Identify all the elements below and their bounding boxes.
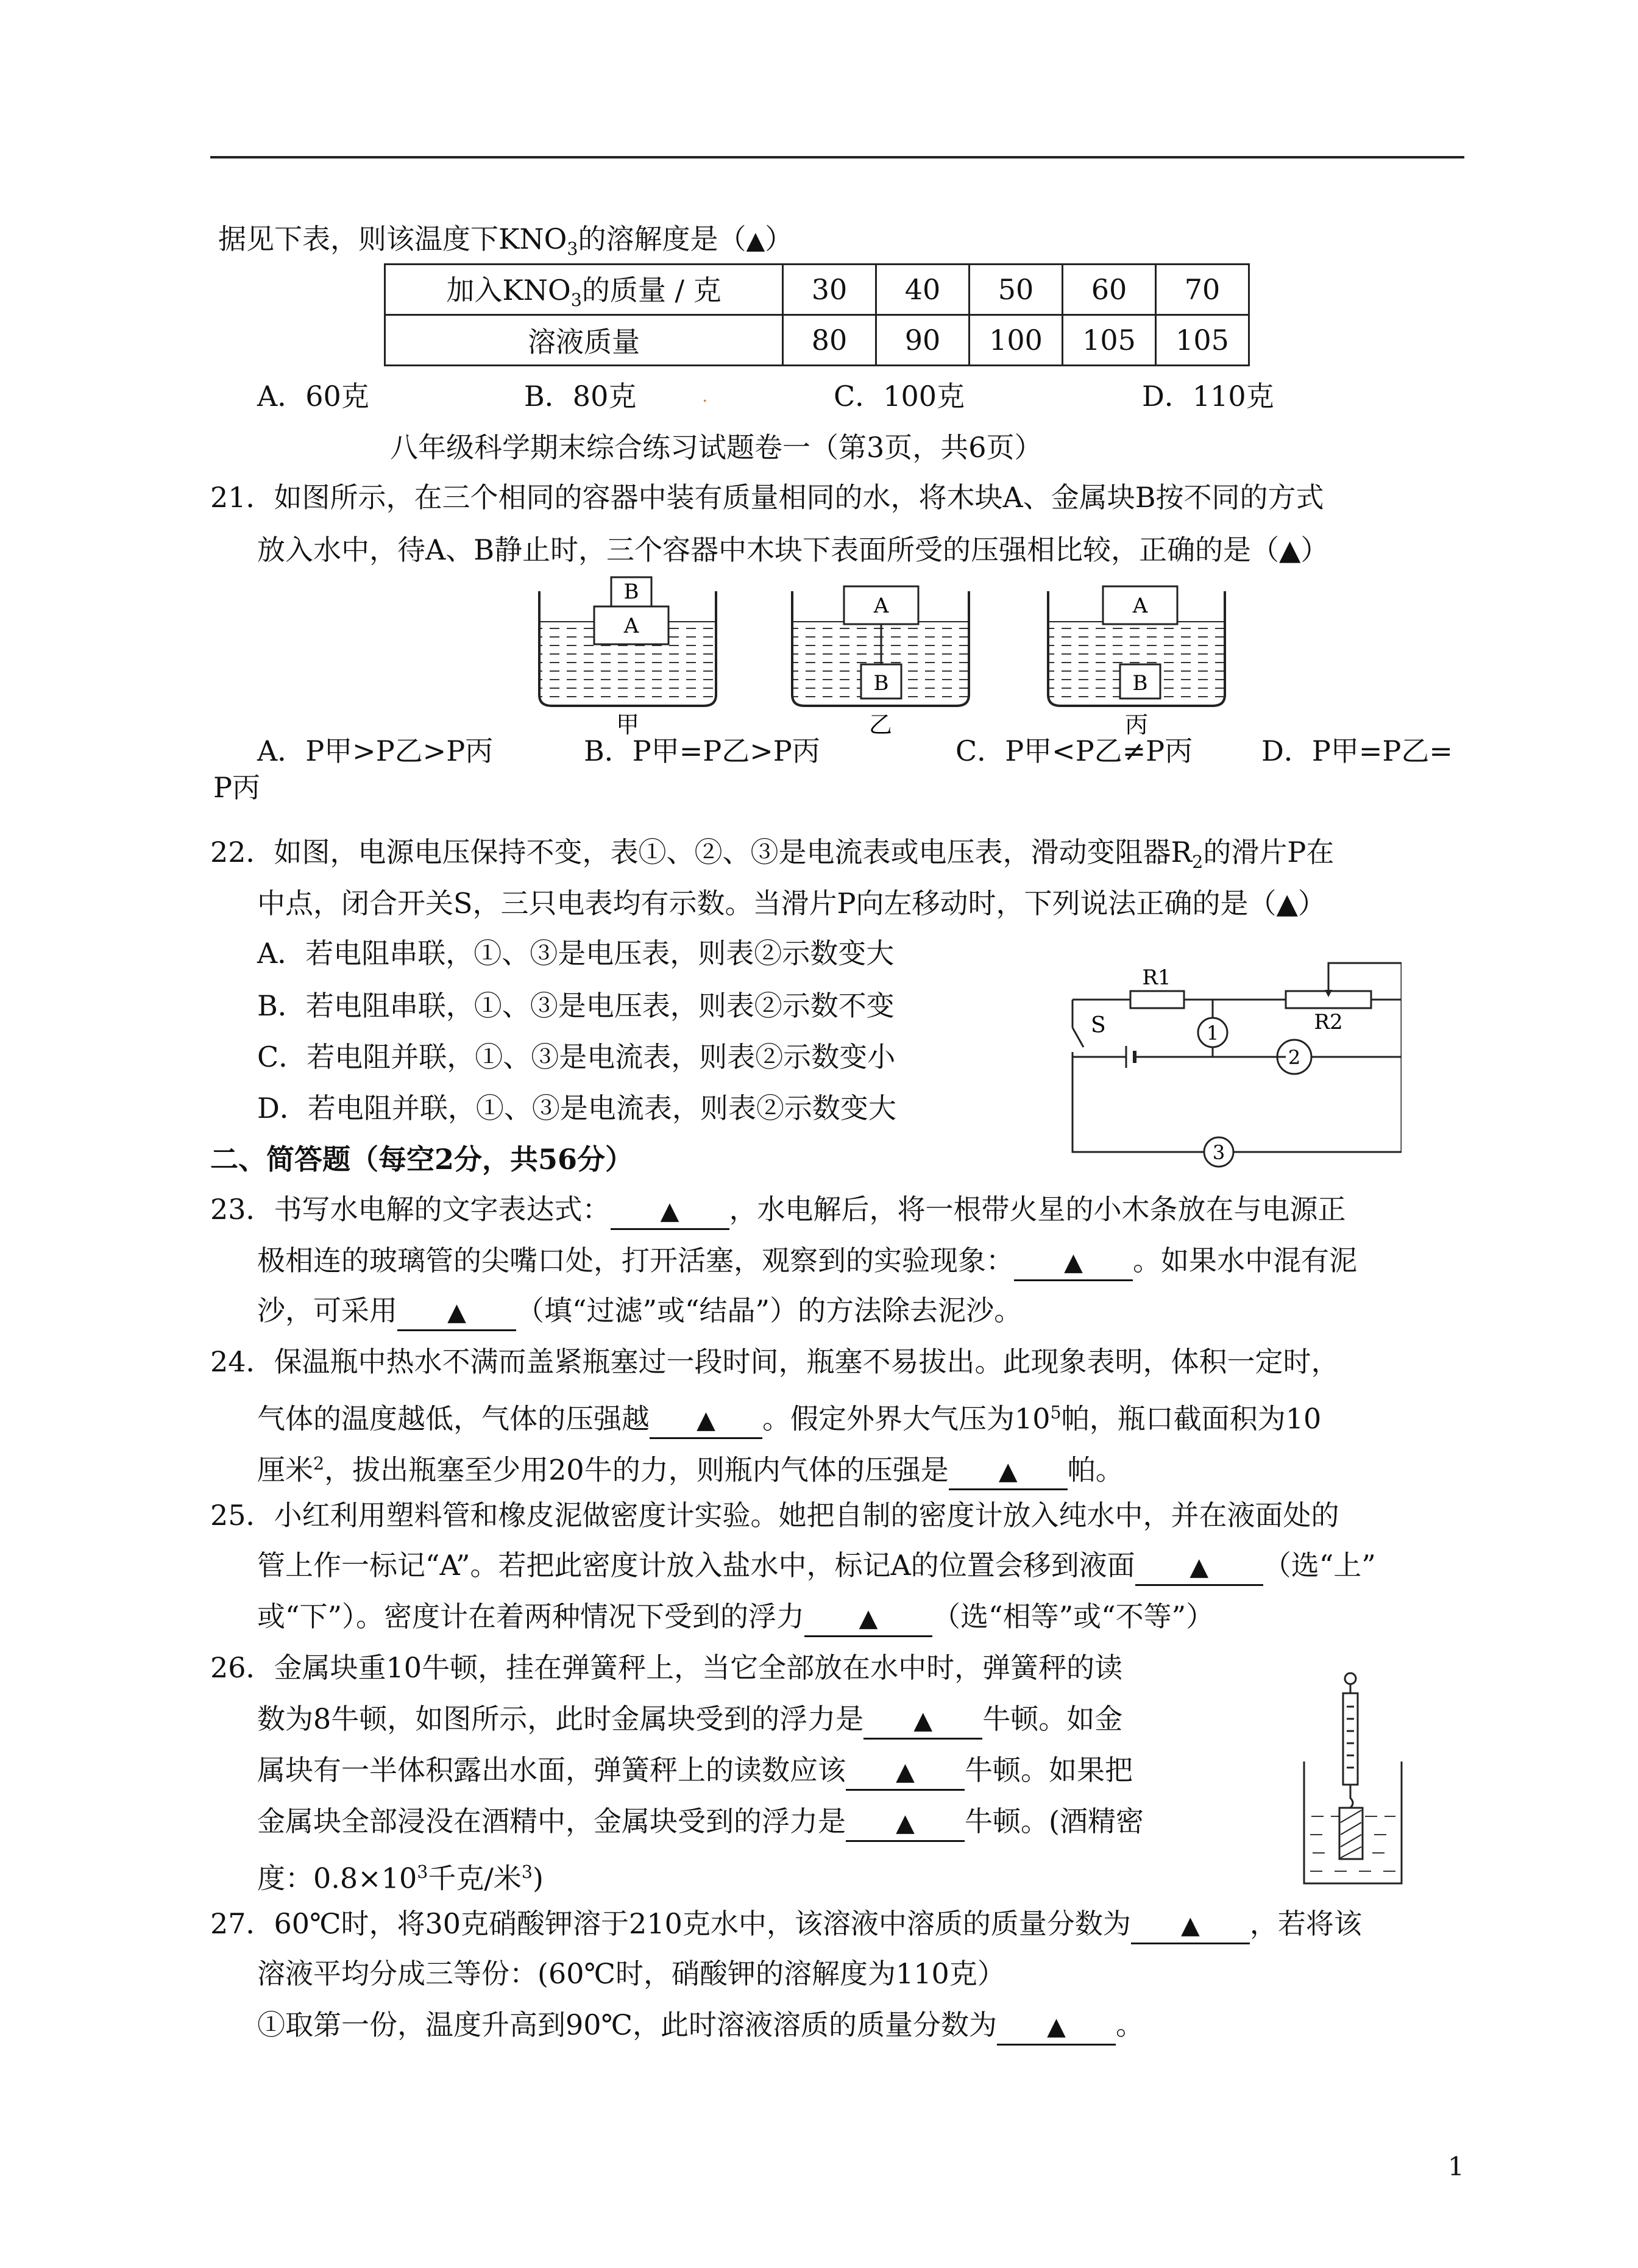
q25-line1: 25．小红利用塑料管和橡皮泥做密度计实验。她把自制的密度计放入纯水中，并在液面处的: [210, 1499, 1339, 1532]
kno3-table: [384, 263, 1250, 366]
answer-blank: ▲: [997, 2010, 1116, 2046]
q26-line3: 属块有一半体积露出水面，弹簧秤上的读数应该 ▲ 牛顿。如果把: [257, 1752, 1133, 1791]
answer-blank: ▲: [1135, 1550, 1263, 1586]
q25-line2: 管上作一标记“A”。若把此密度计放入盐水中，标记A的位置会移到液面 ▲ （选“上”: [257, 1547, 1376, 1586]
answer-blank: ▲: [846, 1755, 965, 1791]
q21-line2: 放入水中，待A、B静止时，三个容器中木块下表面所受的压强相比较，正确的是（▲）: [257, 533, 1329, 566]
table-cell: 30: [783, 265, 876, 315]
table-cell: 70: [1156, 265, 1249, 315]
container-yi: [792, 586, 969, 706]
table-row: [385, 265, 1249, 315]
svg-text:2: 2: [1288, 1046, 1301, 1069]
containers-figure: [530, 573, 1249, 738]
q27-line3: ①取第一份，温度升高到90℃，此时溶液溶质的质量分数为 ▲ 。: [257, 2007, 1144, 2046]
table-cell: 105: [1063, 315, 1156, 366]
svg-text:A: A: [873, 594, 889, 618]
q27-line1: 27．60℃时，将30克硝酸钾溶于210克水中，该溶液中溶质的质量分数为 ▲ ，若将该: [210, 1905, 1362, 1944]
q26-line1: 26．金属块重10牛顿，挂在弹簧秤上，当它全部放在水中时，弹簧秤的读: [210, 1651, 1123, 1684]
q26-line5: 度：$0.8\times 10^3$千克/米$^3$): [257, 1861, 544, 1895]
answer-blank: ▲: [397, 1295, 516, 1331]
svg-text:S: S: [1091, 1013, 1106, 1038]
stray-dot: .: [702, 385, 708, 407]
answer-blank: ▲: [650, 1403, 762, 1439]
answer-blank: ▲: [1014, 1245, 1133, 1281]
q22-line2: 中点，闭合开关S，三只电表均有示数。当滑片P向左移动时，下列说法正确的是（▲）: [257, 887, 1326, 920]
svg-text:B: B: [623, 580, 639, 604]
q22-option-a: A．若电阻串联，①、③是电压表，则表②示数变大: [257, 937, 895, 970]
svg-text:B: B: [873, 671, 889, 695]
svg-text:B: B: [1132, 671, 1148, 695]
answer-blank: ▲: [846, 1806, 965, 1842]
q22-option-c: C．若电阻并联，①、③是电流表，则表②示数变小: [257, 1040, 896, 1073]
q21-option-c: C．P甲<P乙≠P丙: [956, 734, 1193, 767]
page-number: 1: [1448, 2152, 1464, 2181]
q21-option-d: D．P甲=P乙=: [1261, 734, 1453, 767]
svg-text:A: A: [623, 614, 639, 638]
q23-line3: 沙，可采用 ▲ （填“过滤”或“结晶”）的方法除去泥沙。: [257, 1292, 1022, 1331]
q25-line3: 或“下”）。密度计在着两种情况下受到的浮力 ▲ （选“相等”或“不等”）: [257, 1598, 1214, 1637]
table-cell: 100: [970, 315, 1063, 366]
q22-line1: 22．如图，电源电压保持不变，表①、②、③是电流表或电压表，滑动变阻器$R_2$的滑片P在: [210, 836, 1335, 873]
container-bing: [1048, 586, 1225, 706]
q24-line3: 厘米$^2$，拔出瓶塞至少用20牛的力，则瓶内气体的压强是 ▲ 帕。: [257, 1446, 1124, 1490]
answer-blank: ▲: [863, 1704, 982, 1740]
svg-text:A: A: [1132, 594, 1148, 618]
q26-line2: 数为8牛顿，如图所示，此时金属块受到的浮力是 ▲ 牛顿。如金: [257, 1701, 1122, 1740]
q20-option-b: B．80克: [524, 380, 637, 413]
q26-line4: 金属块全部浸没在酒精中，金属块受到的浮力是 ▲ 牛顿。(酒精密: [257, 1803, 1144, 1842]
table-cell: 加入$KNO_3$的质量 / 克: [385, 265, 783, 315]
q27-line2: 溶液平均分成三等份：(60℃时，硝酸钾的溶解度为110克）: [257, 1957, 1005, 1990]
table-cell: 80: [783, 315, 876, 366]
table-cell: 溶液质量: [385, 315, 783, 366]
svg-text:1: 1: [1206, 1022, 1219, 1045]
q21-option-b: B．P甲=P乙>P丙: [584, 734, 820, 767]
q23-line1: 23．书写水电解的文字表达式： ▲ ，水电解后，将一根带火星的小木条放在与电源正: [210, 1191, 1346, 1230]
q20-option-d: D．110克: [1142, 380, 1274, 413]
q21-option-d-cont: P丙: [213, 771, 260, 804]
section-heading: 二、简答题（每空2分，共56分）: [210, 1143, 634, 1176]
table-cell: 90: [876, 315, 970, 366]
container-jia: [539, 577, 716, 706]
table-row: [385, 315, 1249, 366]
label-yi: 乙: [868, 711, 893, 738]
q20-option-a: A．60克: [257, 380, 369, 413]
q24-line2: 气体的温度越低，气体的压强越 ▲ 。假定外界大气压为$10^5$帕，瓶口截面积为10: [257, 1395, 1321, 1439]
q20-stem: 据见下表，则该温度下$KNO_3$的溶解度是（▲）: [218, 222, 793, 260]
header-rule: [210, 156, 1464, 158]
table-cell: 105: [1156, 315, 1249, 366]
answer-blank: ▲: [1131, 1908, 1250, 1944]
page-footer: 八年级科学期末综合练习试题卷一（第3页，共6页）: [390, 431, 1043, 464]
spring-scale-figure: [1292, 1670, 1414, 1889]
svg-text:R2: R2: [1314, 1010, 1343, 1034]
q24-line1: 24．保温瓶中热水不满而盖紧瓶塞过一段时间，瓶塞不易拔出。此现象表明，体积一定时，: [210, 1345, 1339, 1378]
answer-blank: ▲: [611, 1194, 729, 1230]
label-bing: 丙: [1124, 711, 1149, 738]
q22-option-d: D．若电阻并联，①、③是电流表，则表②示数变大: [257, 1092, 896, 1125]
answer-blank: ▲: [804, 1601, 932, 1637]
svg-text:3: 3: [1212, 1141, 1225, 1164]
circuit-diagram: [1060, 951, 1402, 1195]
table-cell: 60: [1063, 265, 1156, 315]
label-jia: 甲: [615, 711, 640, 738]
table-cell: 40: [876, 265, 970, 315]
answer-blank: ▲: [949, 1454, 1068, 1490]
q20-option-c: C．100克: [834, 380, 965, 413]
q23-line2: 极相连的玻璃管的尖嘴口处，打开活塞，观察到的实验现象： ▲ 。如果水中混有泥: [257, 1242, 1357, 1281]
table-cell: 50: [970, 265, 1063, 315]
svg-text:R1: R1: [1142, 965, 1171, 990]
q21-line1: 21．如图所示，在三个相同的容器中装有质量相同的水，将木块A、金属块B按不同的方式: [210, 481, 1324, 514]
q22-option-b: B．若电阻串联，①、③是电压表，则表②示数不变: [257, 989, 895, 1022]
q21-option-a: A．P甲>P乙>P丙: [257, 734, 494, 767]
